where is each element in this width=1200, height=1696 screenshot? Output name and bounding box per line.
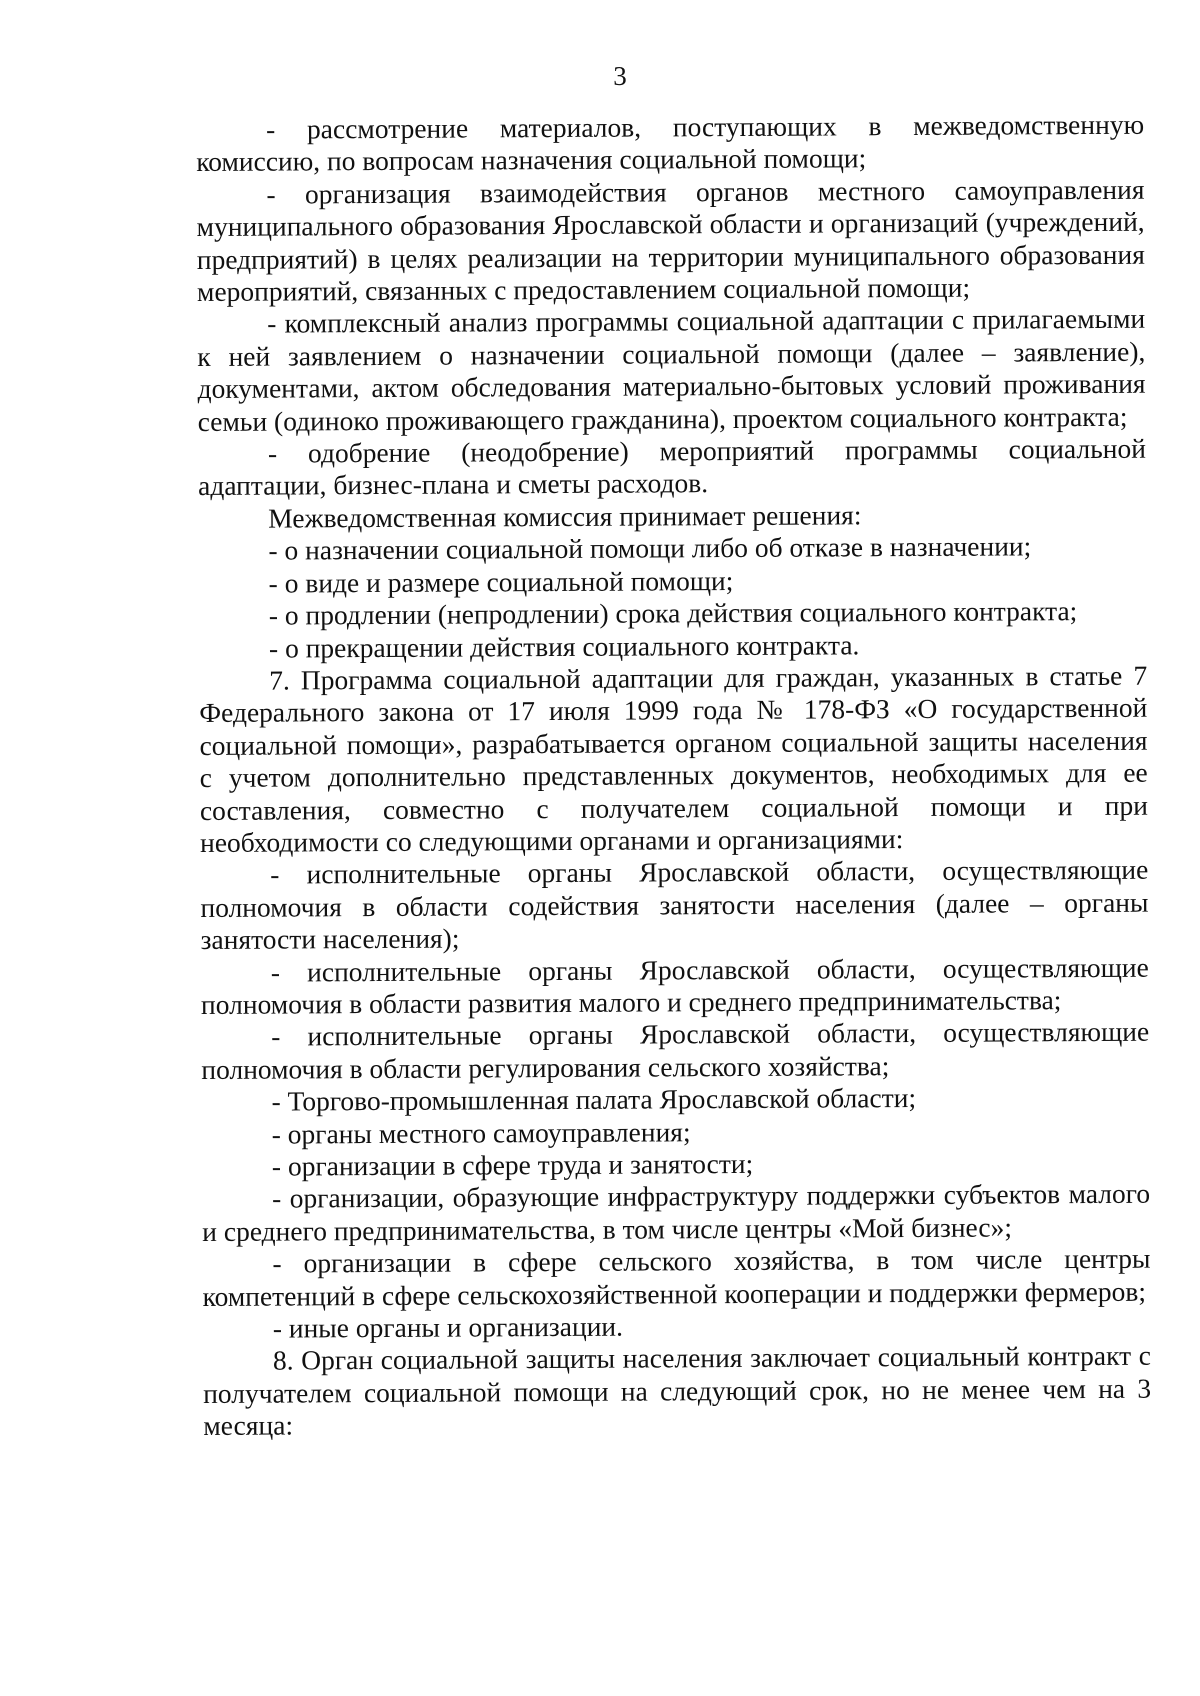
- paragraph-decision-extension: - о продлении (непродлении) срока действия социального контракта;: [268, 595, 1078, 631]
- paragraph-decision-type: - о виде и размере социальной помощи;: [268, 564, 734, 599]
- paragraph-interaction-organization: - организация взаимодействия органов местного самоуправления муниципального образования Ярославской области и организаций (учреждений, предприятий) в целях реализации на территории муниципального образования мероприятий, связанных с предоставлением социальной помощи;: [196, 173, 1145, 308]
- paragraph-infrastructure-organizations: - организации, образующие инфраструктуру поддержки субъектов малого и среднего предпринимательства, в том числе центры «Мой бизнес»;: [202, 1178, 1151, 1247]
- paragraph-decision-termination: - о прекращении действия социального контракта.: [268, 628, 860, 664]
- paragraph-agriculture-bodies: - исполнительные органы Ярославской области, осуществляющие полномочия в области регулирования сельского хозяйства;: [201, 1016, 1150, 1085]
- paragraph-review-materials: - рассмотрение материалов, поступающих в межведомственную комиссию, по вопросам назначения социальной помощи;: [196, 108, 1145, 178]
- paragraph-chamber-of-commerce: - Торгово-промышленная палата Ярославской области;: [271, 1082, 917, 1117]
- paragraph-approval: - одобрение (неодобрение) мероприятий программы социальной адаптации, бизнес-плана и сметы расходов.: [197, 432, 1146, 502]
- paragraph-employment-bodies: - исполнительные органы Ярославской области, осуществляющие полномочия в области содействия занятости населения (далее – органы занятости населения);: [200, 854, 1149, 956]
- paragraph-local-government: - органы местного самоуправления;: [271, 1115, 691, 1150]
- document-body: [196, 109, 1151, 1443]
- paragraph-other-organizations: - иные органы и организации.: [272, 1310, 624, 1344]
- paragraph-item-7: 7. Программа социальной адаптации для граждан, указанных в статье 7 Федерального закона от 17 июля 1999 года № 178-ФЗ «О государственной социальной помощи», разрабатывается органом социальной защиты населения с учетом дополнительно представленных документов, необходимых для ее составления, совместно с получателем социальной помощи и при необходимости со следующими органами и организациями:: [199, 659, 1148, 858]
- paragraph-business-bodies: - исполнительные органы Ярославской области, осуществляющие полномочия в области развития малого и среднего предпринимательства;: [200, 951, 1149, 1020]
- paragraph-agriculture-organizations: - организации в сфере сельского хозяйства, в том числе центры компетенций в сфере сельскохозяйственной кооперации и поддержки фермеров;: [202, 1242, 1151, 1312]
- page-number: 3: [613, 61, 627, 91]
- paragraph-decision-assign: - о назначении социальной помощи либо об отказе в назначении;: [268, 530, 1032, 566]
- paragraph-complex-analysis: - комплексный анализ программы социальной адаптации с прилагаемыми к ней заявлением о назначении социальной помощи (далее – заявление), документами, актом обследования материально-бытовых условий проживания семьи (одиноко проживающего гражданина), проектом социального контракта;: [197, 303, 1146, 437]
- paragraph-item-8: 8. Орган социальной защиты населения заключает социальный контракт с получателем социальной помощи на следующий срок, но не менее чем на 3 месяца:: [203, 1340, 1152, 1442]
- paragraph-commission-decisions: Межведомственная комиссия принимает решения:: [268, 499, 862, 534]
- paragraph-labor-organizations: - организации в сфере труда и занятости;: [271, 1147, 754, 1182]
